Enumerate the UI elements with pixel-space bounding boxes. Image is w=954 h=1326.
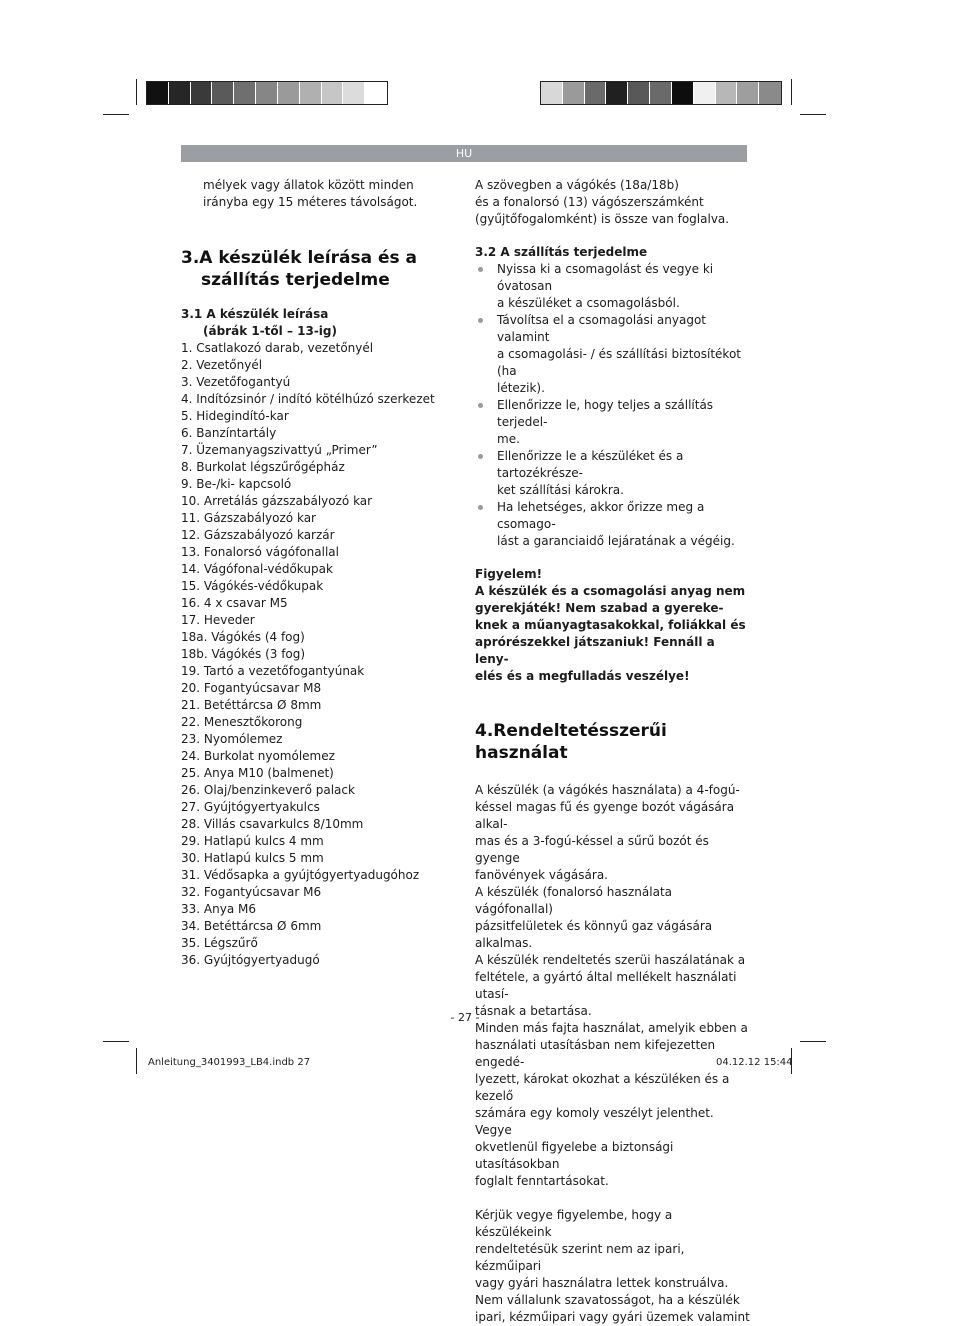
text-line: tásnak a betartása.: [475, 1004, 592, 1018]
calibration-swatch: [650, 82, 672, 104]
warning-block: [475, 566, 750, 685]
calibration-swatch: [212, 82, 234, 104]
crop-mark: [800, 114, 826, 115]
parts-list-item: 35. Légszűrő: [181, 936, 258, 950]
intro-lines: A szövegben a vágókés (18a/18b) és a fonalorsó (13) vágószerszámként (gyűjtőfogalomként) is össze van foglalva.: [475, 178, 730, 226]
crop-mark: [136, 79, 137, 105]
text-line: A készülék (fonalorsó használata vágófonallal): [475, 885, 673, 916]
text-line: fanövények vágására.: [475, 868, 608, 882]
parts-list-item: 17. Heveder: [181, 613, 255, 627]
calibration-swatch: [278, 82, 300, 104]
language-header-bar: [181, 145, 747, 162]
parts-list-item: 1. Csatlakozó darab, vezetőnyél: [181, 341, 374, 355]
parts-list-item: 28. Villás csavarkulcs 8/10mm: [181, 817, 364, 831]
text-line: knek a műanyagtasakokkal, foliákkal és: [475, 618, 746, 632]
text-line: rendeltetésük szerint nem az ipari, kézműipari: [475, 1242, 685, 1273]
text-line: Figyelem!: [475, 567, 543, 581]
parts-list-item: 14. Vágófonal-védőkupak: [181, 562, 333, 576]
disclaimer-paragraph: [475, 1207, 750, 1326]
text-line: foglalt fenntartásokat.: [475, 1174, 609, 1188]
text-line: A készülék és a csomagolási anyag nem: [475, 584, 746, 598]
text-line: elés és a megfulladás veszélye!: [475, 669, 690, 683]
calibration-swatch: [759, 82, 781, 104]
text-line: feltétele, a gyártó által mellékelt használati utasí-: [475, 970, 737, 1001]
parts-list-item: 26. Olaj/benzinkeverő palack: [181, 783, 355, 797]
text-line: mas és a 3-fogú-késsel a sűrű bozót és gyenge: [475, 834, 709, 865]
parts-list-item: 2. Vezetőnyél: [181, 358, 263, 372]
parts-list-item: 36. Gyújtógyertyadugó: [181, 953, 320, 967]
calibration-swatch: [737, 82, 759, 104]
calibration-swatch: [365, 82, 387, 104]
parts-list-item: 6. Banzíntartály: [181, 426, 277, 440]
subsection-3-1-title: 3.1 A készülék leírása (ábrák 1-től – 13-ig): [181, 307, 337, 338]
parts-list-item: 18b. Vágókés (3 fog): [181, 647, 306, 661]
subsection-3-2-title: 3.2 A szállítás terjedelme: [475, 245, 648, 259]
footer-file-name: Anleitung_3401993_LB4.indb 27: [148, 1057, 311, 1068]
page-number: - 27 -: [450, 1011, 480, 1024]
intro-paragraph: mélyek vagy állatok között minden irányba egy 15 méteres távolságot.: [203, 178, 418, 209]
text-line: okvetlenül figyelebe a biztonsági utasításokban: [475, 1140, 674, 1171]
calibration-swatch: [300, 82, 322, 104]
text-line: vagy gyári használatra lettek konstruálva.: [475, 1276, 729, 1290]
parts-list-item: 11. Gázszabályozó kar: [181, 511, 316, 525]
calibration-swatch: [716, 82, 738, 104]
calibration-swatch: [585, 82, 607, 104]
parts-list-item: 20. Fogantyúcsavar M8: [181, 681, 322, 695]
parts-list-item: 19. Tartó a vezetőfogantyúnak: [181, 664, 365, 678]
crop-mark: [103, 1041, 129, 1042]
text-line: Minden más fajta használat, amelyik ebben a: [475, 1021, 748, 1035]
calibration-swatch: [256, 82, 278, 104]
delivery-checklist: [475, 261, 750, 550]
calibration-swatch: [563, 82, 585, 104]
checklist-item: Távolítsa el a csomagolási anyagot valamint a csomagolási- / és szállítási biztosítékot (ha létezik).: [475, 312, 750, 397]
text-line: Kérjük vegye figyelembe, hogy a készülékeink: [475, 1208, 673, 1239]
parts-list-item: 9. Be-/ki- kapcsoló: [181, 477, 292, 491]
checklist-item: Ellenőrizze le a készüléket és a tartozékrésze- ket szállítási károkra.: [475, 448, 750, 499]
parts-list-item: 4. Indítózsinór / indító kötélhúzó szerkezet: [181, 392, 435, 406]
color-calibration-bar-left: [146, 81, 388, 105]
parts-list-item: 33. Anya M6: [181, 902, 256, 916]
text-line: apró​részekkel játszaniuk! Fennáll a leny-: [475, 635, 715, 666]
calibration-swatch: [234, 82, 256, 104]
parts-list-item: 22. Menesztőkorong: [181, 715, 303, 729]
parts-list-item: 27. Gyújtógyertyakulcs: [181, 800, 320, 814]
parts-list-item: 23. Nyomólemez: [181, 732, 283, 746]
parts-list-item: 25. Anya M10 (balmenet): [181, 766, 334, 780]
calibration-swatch: [606, 82, 628, 104]
parts-list-item: 32. Fogantyúcsavar M6: [181, 885, 322, 899]
text-line: pázsitfelületek és könnyű gaz vágására alkalmas.: [475, 919, 713, 950]
calibration-swatch: [169, 82, 191, 104]
calibration-swatch: [672, 82, 694, 104]
crop-mark: [103, 114, 129, 115]
checklist-item: Ha lehetséges, akkor őrizze meg a csomago- lást a garanciaidő lejáratának a végéig.: [475, 499, 750, 550]
section-4-title: 4.Rendeltetésszerűi használat: [475, 721, 667, 763]
crop-mark: [136, 1048, 137, 1074]
language-code: HU: [455, 147, 473, 160]
parts-list-item: 18a. Vágókés (4 fog): [181, 630, 305, 644]
color-calibration-bar-right: [540, 81, 782, 105]
text-line: A készülék rendeltetés szerüi haszálatának a: [475, 953, 746, 967]
text-line: gyerekjáték! Nem szabad a gyereke-: [475, 601, 724, 615]
right-column: [475, 177, 750, 1326]
left-column: [181, 177, 451, 969]
parts-list-item: 8. Burkolat légszűrőgépház: [181, 460, 345, 474]
parts-list-item: 34. Betéttárcsa Ø 6mm: [181, 919, 322, 933]
text-line: használati utasításban nem kifejezetten engedé-: [475, 1038, 716, 1069]
calibration-swatch: [694, 82, 716, 104]
parts-list-item: 3. Vezetőfogantyú: [181, 375, 291, 389]
parts-list-item: 24. Burkolat nyomólemez: [181, 749, 335, 763]
crop-mark: [800, 1041, 826, 1042]
parts-list-item: 31. Védősapka a gyújtógyertyadugóhoz: [181, 868, 420, 882]
calibration-swatch: [147, 82, 169, 104]
checklist-item: Nyissa ki a csomagolást és vegye ki óvatosan a készüléket a csomagolásból.: [475, 261, 750, 312]
checklist-item: Ellenőrizze le, hogy teljes a szállítás terjedel- me.: [475, 397, 750, 448]
calibration-swatch: [191, 82, 213, 104]
calibration-swatch: [343, 82, 365, 104]
crop-mark: [791, 79, 792, 105]
text-line: A készülék (a vágókés használata) a 4-fogú-: [475, 783, 740, 797]
section-3-title: 3.A készülék leírása és a szállítás terjedelme: [181, 248, 418, 290]
text-line: késsel magas fű és gyenge bozót vágására alkal-: [475, 800, 735, 831]
parts-list-item: 10. Arretálás gázszabályozó kar: [181, 494, 373, 508]
calibration-swatch: [322, 82, 344, 104]
parts-list-item: 12. Gázszabályozó karzár: [181, 528, 335, 542]
footer-date: 04.12.12 15:44: [716, 1057, 793, 1068]
text-line: ipari, kézműipari vagy gyári üzemek valamint: [475, 1310, 750, 1324]
parts-list-item: 13. Fonalorsó vágófonallal: [181, 545, 339, 559]
text-line: számára egy komoly veszélyt jelenthet. Vegye: [475, 1106, 714, 1137]
parts-list: [181, 340, 451, 969]
parts-list-item: 16. 4 x csavar M5: [181, 596, 288, 610]
calibration-swatch: [541, 82, 563, 104]
text-line: lyezett, károkat okozhat a készüléken és a kezelő: [475, 1072, 730, 1103]
parts-list-item: 15. Vágókés-védőkupak: [181, 579, 324, 593]
parts-list-item: 30. Hatlapú kulcs 5 mm: [181, 851, 324, 865]
parts-list-item: 7. Üzemanyagszivattyú „Primer”: [181, 443, 378, 457]
intended-use-paragraph: [475, 782, 750, 1190]
parts-list-item: 5. Hidegindító-kar: [181, 409, 289, 423]
parts-list-item: 29. Hatlapú kulcs 4 mm: [181, 834, 324, 848]
text-line: Nem vállalunk szavatosságot, ha a készülék: [475, 1293, 740, 1307]
parts-list-item: 21. Betéttárcsa Ø 8mm: [181, 698, 322, 712]
calibration-swatch: [628, 82, 650, 104]
